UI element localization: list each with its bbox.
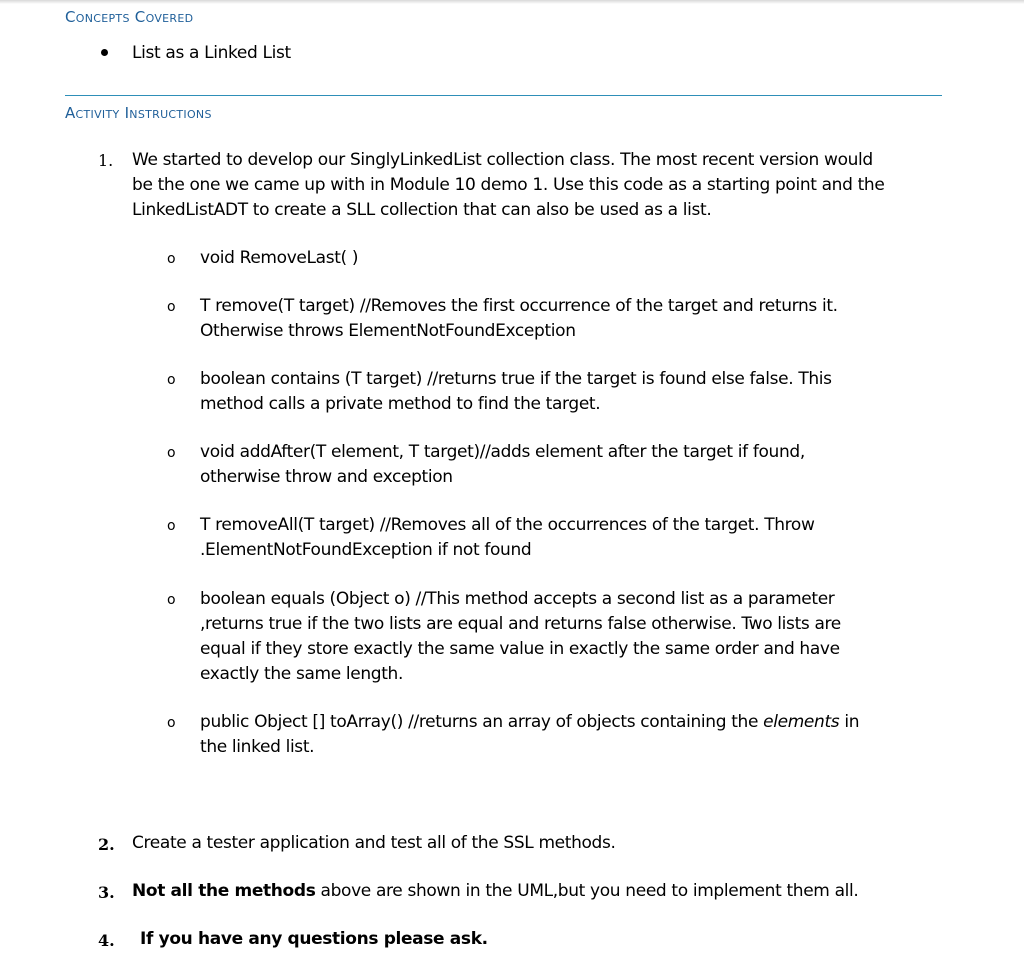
- sub-item-to-array: [200, 710, 859, 735]
- step4-text: If you have any questions please ask.: [140, 929, 488, 949]
- to-array-italic: elements: [763, 712, 840, 732]
- step-number: 3.: [98, 883, 115, 902]
- sub-item-remove: T remove(T target) //Removes the first occurrence of the target and returns it.: [200, 296, 838, 316]
- concept-item: List as a Linked List: [132, 43, 291, 63]
- sub-bullet-icon: o: [167, 251, 176, 267]
- sub-item-equals: boolean equals (Object o) //This method accepts a second list as a parameter: [200, 589, 835, 609]
- step1-line-3: LinkedListADT to create a SLL collection that can also be used as a list.: [132, 200, 712, 220]
- section-divider: [65, 95, 942, 96]
- page-top-edge: [0, 0, 1024, 4]
- sub-item-contains-cont: method calls a private method to find the target.: [200, 394, 601, 414]
- activity-heading: Activity Instructions: [65, 104, 212, 122]
- sub-bullet-icon: o: [167, 372, 176, 388]
- sub-item-contains: boolean contains (T target) //returns true if the target is found else false. This: [200, 369, 832, 389]
- step1-line-2: be the one we came up with in Module 10 demo 1. Use this code as a starting point and the: [132, 175, 885, 195]
- step3-rest: above are shown in the UML,but you need to implement them all.: [315, 881, 859, 901]
- sub-bullet-icon: o: [167, 518, 176, 534]
- step-number: 1.: [98, 151, 114, 170]
- sub-item-remove-last: void RemoveLast( ): [200, 248, 359, 268]
- sub-item-remove-all-cont: .ElementNotFoundException if not found: [200, 540, 532, 560]
- concepts-heading: Concepts Covered: [65, 8, 194, 26]
- step-number: 2.: [98, 835, 115, 854]
- sub-bullet-icon: o: [167, 445, 176, 461]
- step1-line-1: We started to develop our SinglyLinkedList collection class. The most recent version would: [132, 150, 873, 170]
- to-array-text-end: in: [839, 712, 860, 732]
- sub-item-equals-cont-2: equal if they store exactly the same value in exactly the same order and have: [200, 639, 840, 659]
- step3-bold: Not all the methods: [132, 881, 316, 901]
- sub-item-equals-cont-3: exactly the same length.: [200, 664, 404, 684]
- sub-item-add-after: void addAfter(T element, T target)//adds element after the target if found,: [200, 442, 805, 462]
- sub-bullet-icon: o: [167, 299, 176, 315]
- sub-bullet-icon: o: [167, 592, 176, 608]
- to-array-text: public Object [] toArray() //returns an array of objects containing the: [200, 712, 764, 732]
- step3-text: [132, 879, 858, 904]
- sub-item-add-after-cont: otherwise throw and exception: [200, 467, 453, 487]
- step-number: 4.: [98, 931, 115, 950]
- sub-item-to-array-cont: the linked list.: [200, 737, 315, 757]
- bullet-icon: [101, 49, 108, 56]
- sub-item-remove-cont: Otherwise throws ElementNotFoundException: [200, 321, 576, 341]
- sub-bullet-icon: o: [167, 715, 176, 731]
- sub-item-equals-cont-1: ,returns true if the two lists are equal and returns false otherwise. Two lists are: [200, 614, 841, 634]
- sub-item-remove-all: T removeAll(T target) //Removes all of the occurrences of the target. Throw: [200, 515, 815, 535]
- step2-text: Create a tester application and test all of the SSL methods.: [132, 833, 616, 853]
